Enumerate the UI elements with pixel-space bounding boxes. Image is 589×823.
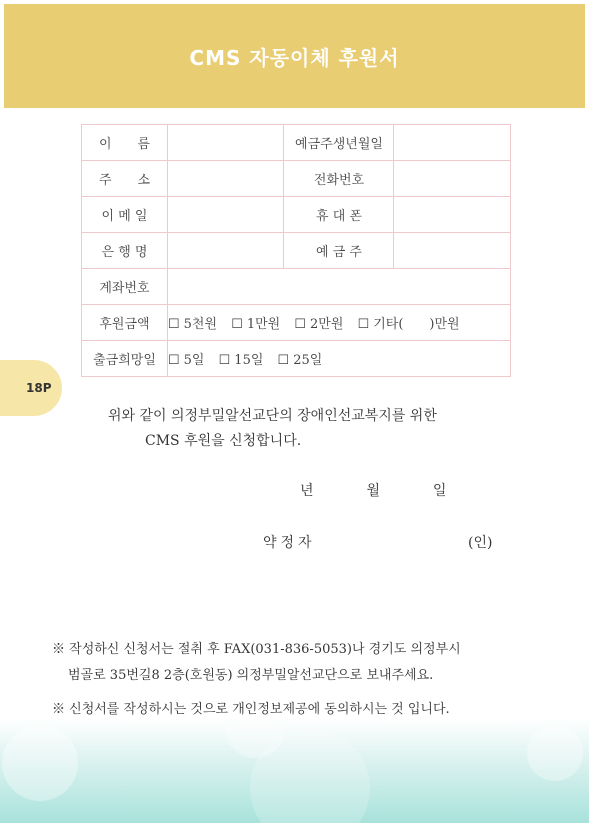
email-field[interactable] [168, 197, 284, 233]
bubble [527, 725, 583, 781]
table-row [82, 197, 511, 233]
checkbox-icon[interactable]: ☐ [218, 353, 231, 368]
note-1-line-1: ※ 작성하신 신청서는 절취 후 FAX(031-836-5053)나 경기도 의정부시 [52, 642, 461, 657]
bank-label: 은 행 명 [82, 233, 168, 269]
checkbox-icon[interactable]: ☐ [168, 353, 180, 368]
year-label: 년 [300, 483, 314, 499]
donation-option-label: 5천원 [183, 317, 218, 332]
withdrawal-option-label: 5일 [183, 353, 205, 368]
checkbox-icon[interactable]: ☐ [357, 317, 370, 332]
signer-label: 약정자 [263, 535, 316, 551]
birthdate-field[interactable] [394, 125, 511, 161]
bank-field[interactable] [168, 233, 284, 269]
checkbox-icon[interactable]: ☐ [168, 317, 180, 332]
name-field[interactable] [168, 125, 284, 161]
account-number-label: 계좌번호 [82, 269, 168, 305]
checkbox-icon[interactable]: ☐ [277, 353, 290, 368]
statement-line-1: 위와 같이 의정부밀알선교단의 장애인선교복지를 위한 [108, 408, 437, 424]
withdrawal-option-label: 25일 [293, 353, 323, 368]
mobile-field[interactable] [394, 197, 511, 233]
email-label: 이 메 일 [82, 197, 168, 233]
table-row [82, 161, 511, 197]
donation-amount-options [168, 305, 511, 341]
date-line [300, 480, 446, 500]
donation-option-label: 기타( )만원 [373, 317, 460, 332]
phone-field[interactable] [394, 161, 511, 197]
note-1-line-2: 범골로 35번길8 2층(호원동) 의정부밀알선교단으로 보내주세요. [68, 668, 434, 683]
donation-amount-label: 후원금액 [82, 305, 168, 341]
statement-line-2: CMS 후원을 신청합니다. [145, 433, 302, 449]
seal-label: (인) [468, 535, 493, 551]
checkbox-icon[interactable]: ☐ [231, 317, 243, 332]
application-form [81, 124, 511, 377]
withdrawal-option-label: 15일 [234, 353, 264, 368]
withdrawal-option[interactable] [278, 353, 323, 368]
name-label: 이 름 [82, 125, 168, 161]
donation-option[interactable] [294, 317, 343, 332]
donation-option-label: 1만원 [246, 317, 281, 332]
table-row [82, 341, 511, 377]
footer-bubbles-graphic [0, 718, 589, 823]
table-row [82, 233, 511, 269]
donation-option[interactable] [358, 317, 460, 332]
day-label: 일 [432, 483, 447, 499]
phone-label: 전화번호 [284, 161, 394, 197]
checkbox-icon[interactable]: ☐ [294, 317, 307, 332]
withdrawal-option[interactable] [219, 353, 264, 368]
mobile-label: 휴 대 폰 [284, 197, 394, 233]
account-holder-label: 예 금 주 [284, 233, 394, 269]
withdrawal-option[interactable] [168, 353, 205, 368]
month-label: 월 [366, 483, 380, 499]
table-row [82, 125, 511, 161]
note-2: ※ 신청서를 작성하시는 것으로 개인정보제공에 동의하시는 것 입니다. [52, 702, 450, 717]
account-number-field[interactable] [168, 269, 511, 305]
table-row [82, 305, 511, 341]
withdrawal-day-label: 출금희망일 [82, 341, 168, 377]
donation-option-label: 2만원 [310, 317, 344, 332]
address-label: 주 소 [82, 161, 168, 197]
donation-option[interactable] [231, 317, 280, 332]
page-number: 18P [26, 381, 52, 395]
donation-option[interactable] [168, 317, 217, 332]
table-row [82, 269, 511, 305]
withdrawal-day-options [168, 341, 511, 377]
page-title: CMS 자동이체 후원서 [189, 46, 400, 70]
footer-decoration [0, 718, 589, 823]
address-field[interactable] [168, 161, 284, 197]
header-band [4, 4, 585, 108]
bubble [2, 725, 78, 801]
birthdate-label: 예금주생년월일 [284, 125, 394, 161]
account-holder-field[interactable] [394, 233, 511, 269]
